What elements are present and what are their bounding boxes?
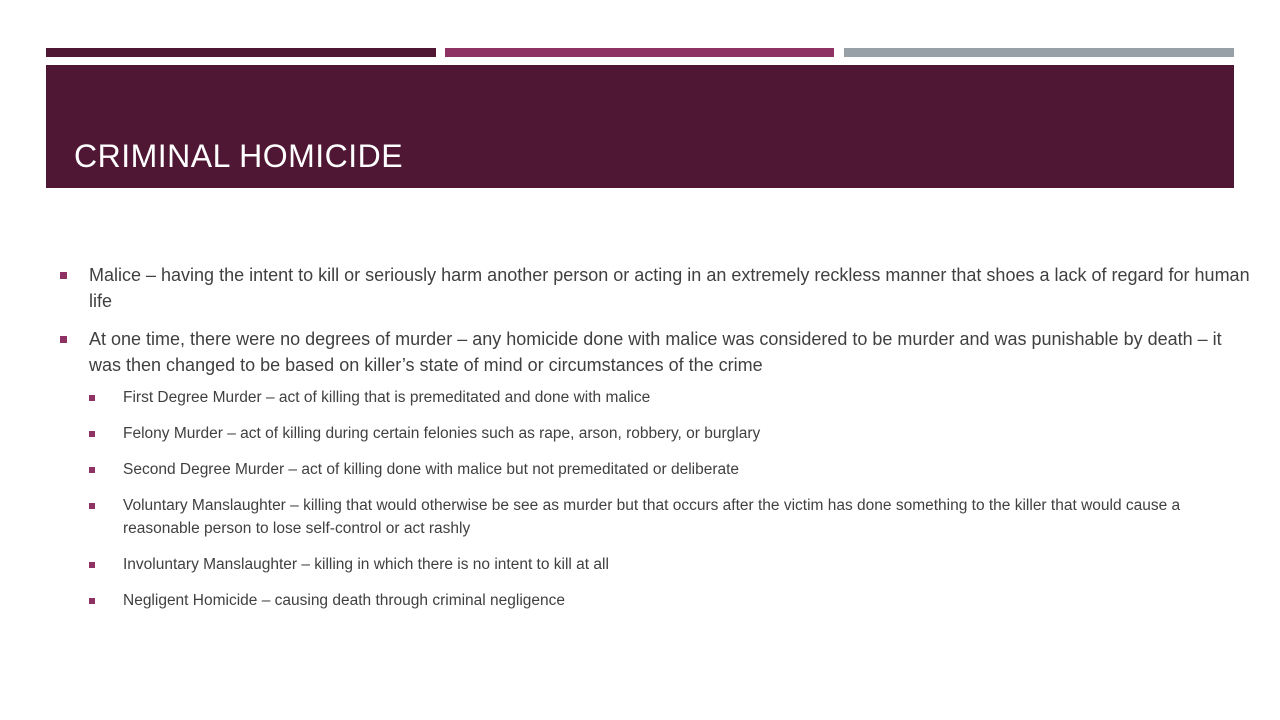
square-bullet-icon	[89, 503, 95, 509]
bullet-item-degrees-of-murder	[56, 326, 1256, 612]
sub-bullet-item-negligent-homicide	[89, 589, 1256, 612]
sub-bullet-text: Voluntary Manslaughter – killing that would otherwise be see as murder but that occurs after the victim has done something to the killer that would cause a reasonable person to lose self-control or act rashly	[123, 497, 1181, 537]
sub-bullet-text: Second Degree Murder – act of killing done with malice but not premeditated or deliberate	[123, 461, 740, 478]
square-bullet-icon	[89, 431, 95, 437]
sub-bullet-item-voluntary-manslaughter	[89, 494, 1256, 540]
sub-bullet-item-second-degree	[89, 458, 1256, 481]
sub-bullet-item-involuntary-manslaughter	[89, 553, 1256, 576]
slide-content	[56, 262, 1256, 625]
square-bullet-icon	[89, 562, 95, 568]
sub-bullet-text: First Degree Murder – act of killing that is premeditated and done with malice	[123, 389, 651, 406]
sub-bullet-text: Negligent Homicide – causing death through criminal negligence	[123, 592, 566, 609]
accent-bar-magenta	[445, 48, 834, 57]
bullet-text: Malice – having the intent to kill or seriously harm another person or acting in an extremely reckless manner that shoes a lack of regard for human life	[89, 265, 1250, 311]
bullet-text: At one time, there were no degrees of murder – any homicide done with malice was considered to be murder and was punishable by death – it was then changed to be based on killer’s state of mind or circumstances of the crime	[89, 329, 1222, 375]
square-bullet-icon	[89, 598, 95, 604]
sub-bullet-item-first-degree	[89, 386, 1256, 409]
sub-bullet-text: Involuntary Manslaughter – killing in which there is no intent to kill at all	[123, 556, 609, 573]
bullet-item-malice	[56, 262, 1256, 314]
square-bullet-icon	[60, 272, 67, 279]
square-bullet-icon	[89, 467, 95, 473]
title-band	[46, 65, 1234, 188]
bullet-list	[56, 262, 1256, 612]
slide-title: CRIMINAL HOMICIDE	[74, 138, 404, 174]
sub-bullet-text: Felony Murder – act of killing during certain felonies such as rape, arson, robbery, or burglary	[123, 425, 761, 442]
accent-bar-gray	[844, 48, 1234, 57]
square-bullet-icon	[60, 336, 67, 343]
sub-bullet-list	[89, 386, 1256, 612]
square-bullet-icon	[89, 395, 95, 401]
accent-bar-dark	[46, 48, 436, 57]
sub-bullet-item-felony-murder	[89, 422, 1256, 445]
